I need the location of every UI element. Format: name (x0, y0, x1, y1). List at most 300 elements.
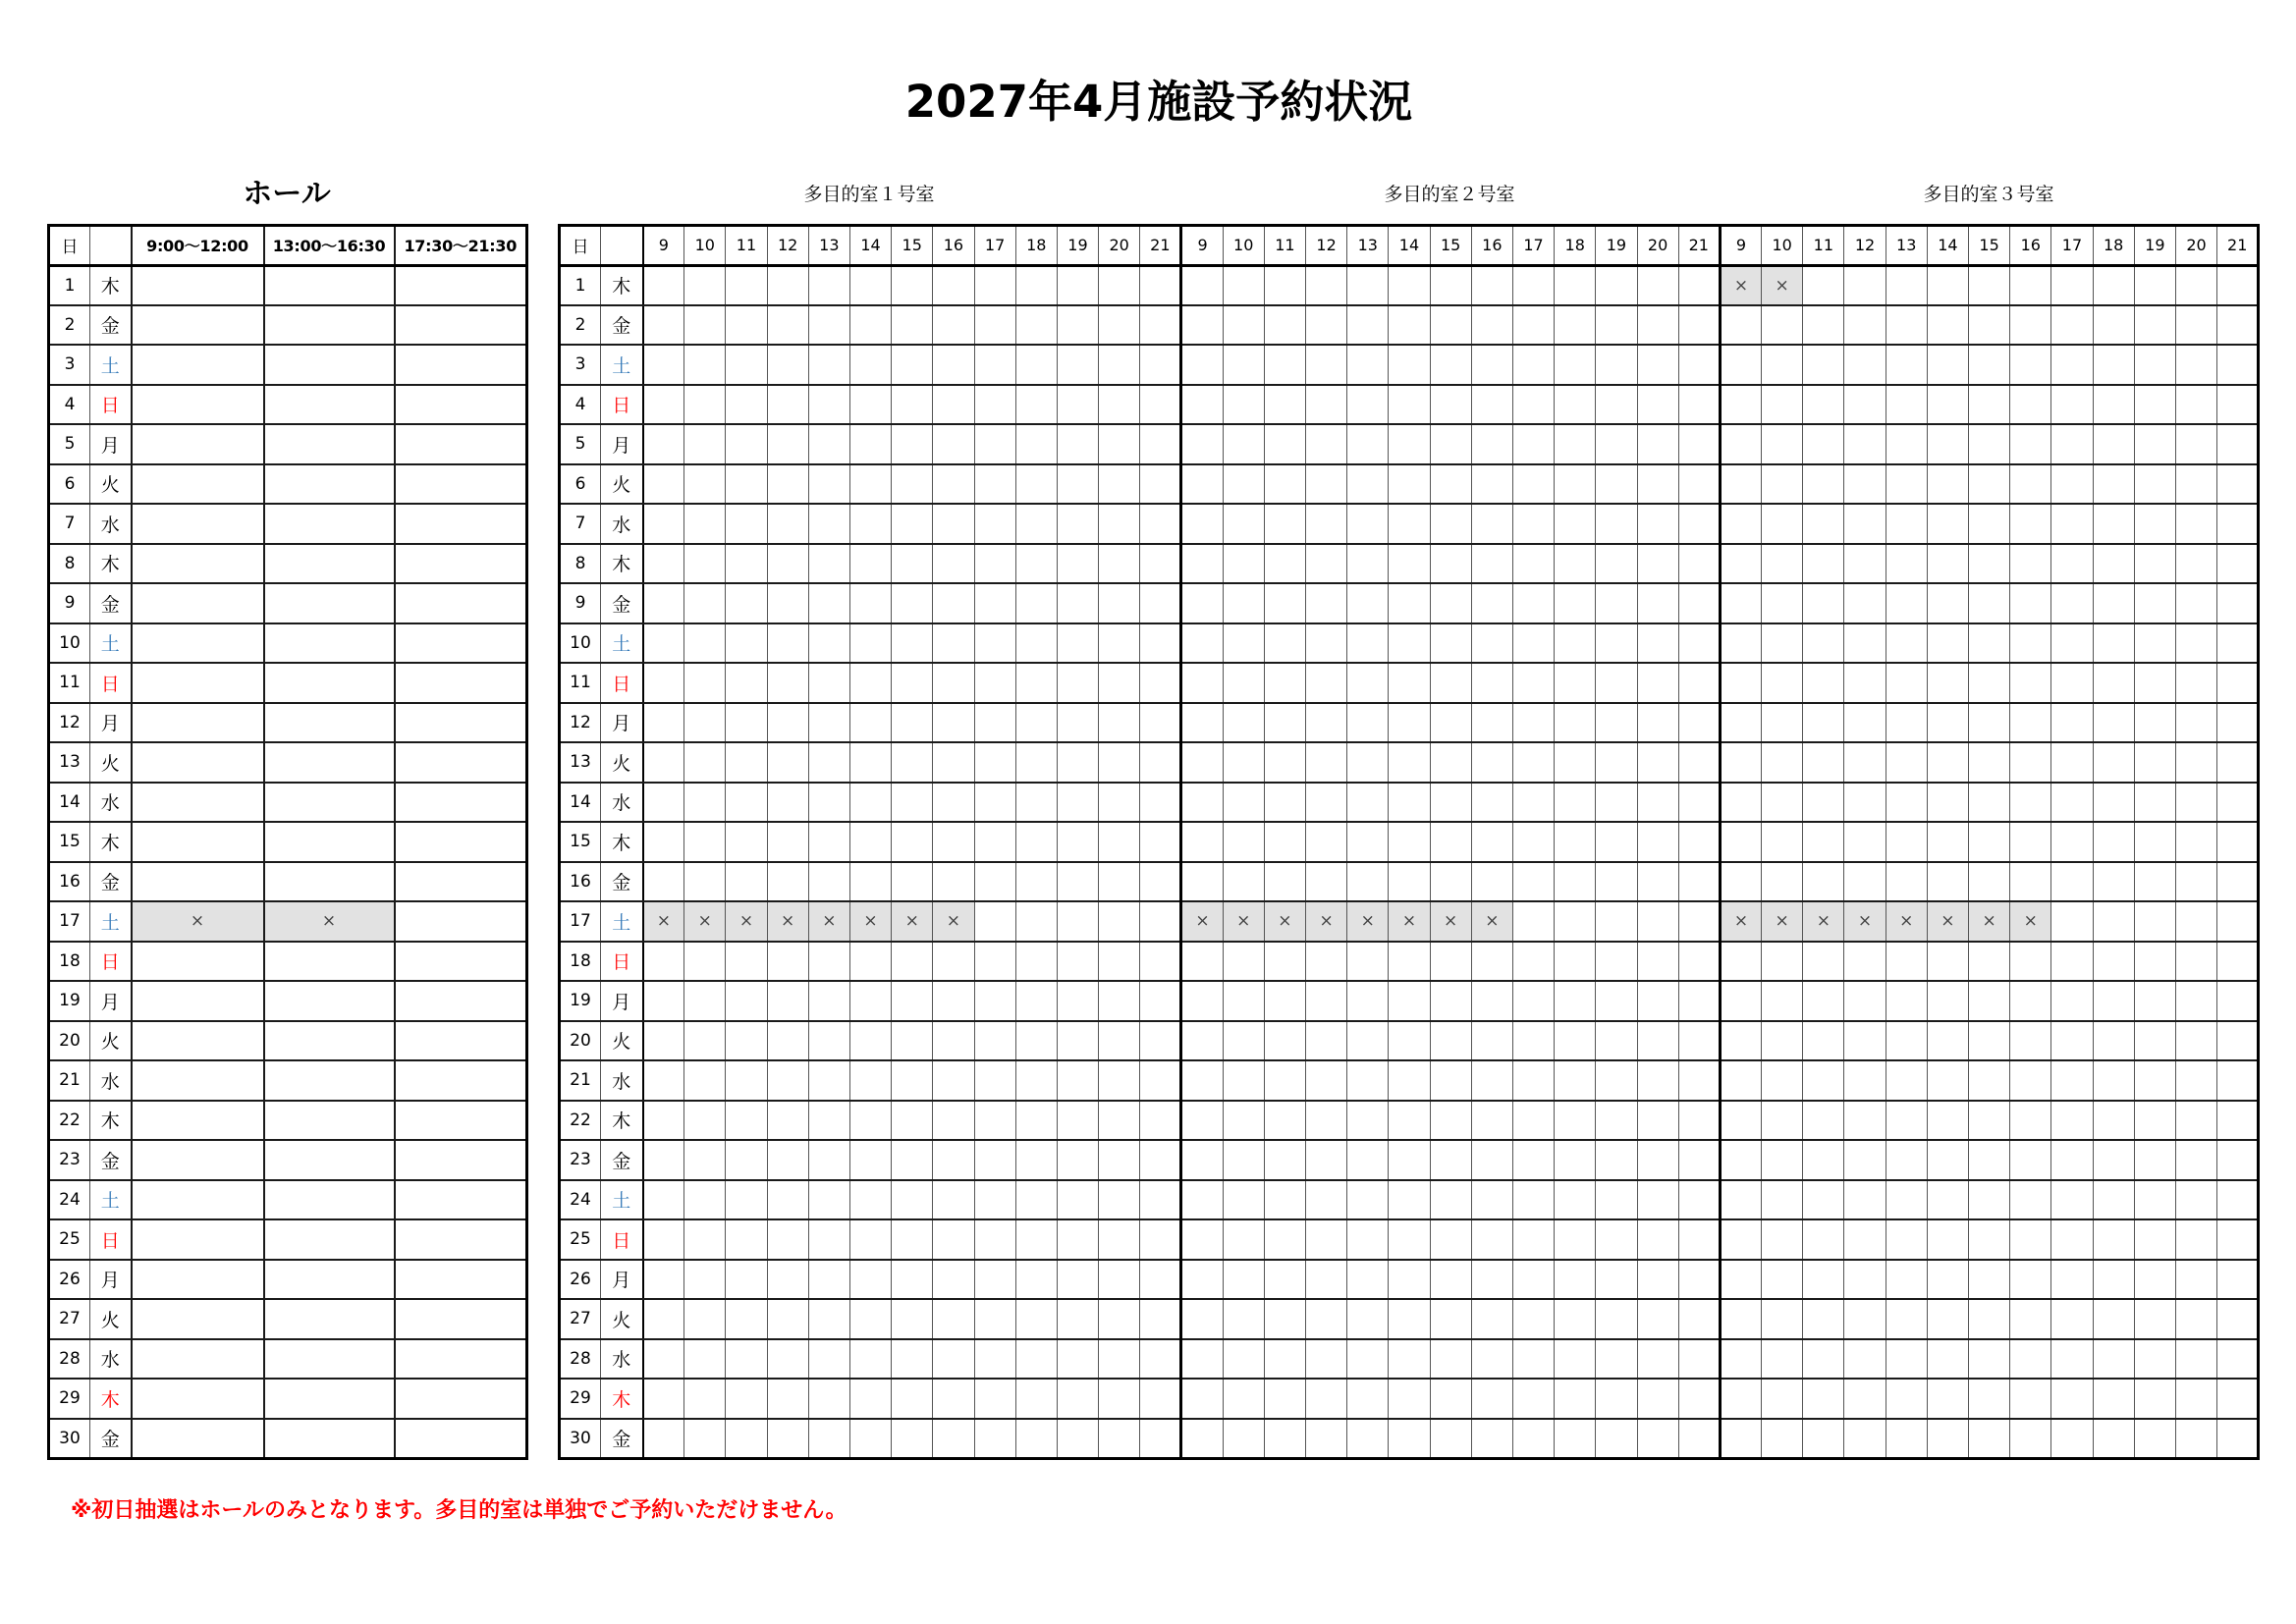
hour-cell (2051, 623, 2093, 664)
hour-cell (1803, 1219, 1844, 1260)
hour-cell (1512, 265, 1554, 305)
hour-cell (1264, 981, 1305, 1021)
hour-cell (1969, 1101, 2010, 1141)
hour-cell (2175, 742, 2216, 783)
hour-cell (1015, 1219, 1057, 1260)
hour-cell (1720, 345, 1761, 385)
hour-cell (1637, 1140, 1678, 1180)
hall-slot (132, 1219, 264, 1260)
hour-cell (849, 1140, 891, 1180)
hour-cell (2051, 583, 2093, 623)
hour-cell (2175, 504, 2216, 544)
hour-cell (1969, 663, 2010, 703)
hour-cell (1555, 942, 1596, 982)
hour-cell (1969, 862, 2010, 902)
room-day-row (560, 1060, 2259, 1101)
hour-cell (2093, 1101, 2134, 1141)
hour-cell (1389, 1180, 1430, 1220)
hour-cell (767, 1299, 808, 1339)
hour-cell (1927, 305, 1968, 346)
hour-cell (974, 1260, 1015, 1300)
room-day-row (560, 544, 2259, 584)
hour-cell (1015, 942, 1057, 982)
hour-cell (1927, 663, 1968, 703)
hall-slot (132, 1021, 264, 1061)
hour-cell (1181, 703, 1223, 743)
hour-cell (1015, 981, 1057, 1021)
hour-cell (1471, 1339, 1512, 1380)
hour-cell (1596, 742, 1637, 783)
hour-cell (1389, 742, 1430, 783)
hall-slot (264, 1379, 395, 1419)
hour-cell (1430, 583, 1471, 623)
hall-slot (132, 504, 264, 544)
day-number: 8 (49, 544, 90, 584)
hour-cell (1099, 305, 1140, 346)
hour-cell (2093, 385, 2134, 425)
hall-slot (395, 265, 527, 305)
day-number: 18 (560, 942, 601, 982)
hour-cell (1223, 822, 1264, 862)
hall-slot (132, 703, 264, 743)
hall-slot (132, 305, 264, 346)
hour-cell (1596, 1021, 1637, 1061)
hour-cell (1389, 1219, 1430, 1260)
hall-slot (395, 1260, 527, 1300)
hour-cell (2010, 1021, 2051, 1061)
hour-cell (2010, 464, 2051, 505)
hour-cell (2217, 1419, 2259, 1459)
hour-cell-booked: × (1181, 901, 1223, 942)
day-number: 13 (560, 742, 601, 783)
hour-cell (1140, 1060, 1181, 1101)
hour-cell (849, 1021, 891, 1061)
hall-header-slot-morning: 9:00～12:00 (132, 226, 264, 266)
hour-cell (2093, 1379, 2134, 1419)
hour-cell (1389, 345, 1430, 385)
hour-cell (1762, 424, 1803, 464)
hour-cell (808, 464, 849, 505)
hour-header: 21 (1678, 226, 1720, 266)
hour-cell (849, 1419, 891, 1459)
hour-cell (1927, 1060, 1968, 1101)
hour-cell (933, 544, 974, 584)
hour-cell (1389, 583, 1430, 623)
hour-cell (1969, 1339, 2010, 1380)
hour-cell (2010, 663, 2051, 703)
hour-cell (1969, 1180, 2010, 1220)
hour-cell (1347, 623, 1389, 664)
hour-cell (974, 1379, 1015, 1419)
hour-cell (767, 1419, 808, 1459)
hour-cell (2134, 1379, 2175, 1419)
hour-cell (1803, 862, 1844, 902)
hour-cell (1844, 1260, 1886, 1300)
hour-cell (1678, 583, 1720, 623)
hour-header: 14 (1927, 226, 1968, 266)
hour-cell (1347, 822, 1389, 862)
rooms-table (558, 224, 2260, 1460)
hour-cell (1389, 544, 1430, 584)
hour-cell (1015, 1101, 1057, 1141)
hall-slot (395, 822, 527, 862)
hour-cell (643, 822, 684, 862)
hour-cell (1678, 1260, 1720, 1300)
hour-cell (2134, 385, 2175, 425)
hall-table-body (49, 265, 527, 1458)
hour-cell (1555, 1021, 1596, 1061)
hall-slot (395, 1021, 527, 1061)
hour-cell (2134, 305, 2175, 346)
hour-cell-booked: × (1762, 901, 1803, 942)
room-day-row (560, 1180, 2259, 1220)
hour-cell (643, 1339, 684, 1380)
hour-cell (2093, 703, 2134, 743)
hour-cell (1430, 862, 1471, 902)
hour-cell (2010, 623, 2051, 664)
hour-cell (1223, 305, 1264, 346)
hour-cell (1720, 504, 1761, 544)
hour-cell (2051, 1339, 2093, 1380)
hour-cell (1927, 1101, 1968, 1141)
hour-cell (1347, 424, 1389, 464)
hour-cell (1347, 742, 1389, 783)
hour-cell (643, 942, 684, 982)
hour-cell (1430, 942, 1471, 982)
hour-cell (1927, 385, 1968, 425)
hour-cell (1886, 981, 1927, 1021)
hour-header: 16 (933, 226, 974, 266)
hour-cell (1430, 623, 1471, 664)
hour-cell (1678, 822, 1720, 862)
hour-cell (1181, 783, 1223, 823)
day-number: 7 (560, 504, 601, 544)
hour-cell (1430, 1021, 1471, 1061)
hour-cell (1555, 345, 1596, 385)
hour-cell (1057, 1021, 1098, 1061)
hour-cell (1306, 783, 1347, 823)
weekday: 水 (90, 504, 132, 544)
hour-header: 14 (849, 226, 891, 266)
hour-cell (2051, 305, 2093, 346)
hour-cell (1306, 663, 1347, 703)
hour-cell (1430, 544, 1471, 584)
hour-cell (726, 862, 767, 902)
hour-cell (1969, 1140, 2010, 1180)
hour-cell (643, 345, 684, 385)
hour-cell (1927, 1180, 1968, 1220)
hour-cell (1140, 663, 1181, 703)
hour-cell (2093, 265, 2134, 305)
hour-cell (643, 305, 684, 346)
hour-cell (1678, 783, 1720, 823)
hour-cell (1181, 1339, 1223, 1380)
day-number: 17 (560, 901, 601, 942)
hour-cell (808, 385, 849, 425)
hall-slot (395, 1419, 527, 1459)
hour-header: 11 (1803, 226, 1844, 266)
hour-cell (2134, 703, 2175, 743)
hour-cell (1306, 1419, 1347, 1459)
hall-day-row (49, 1021, 527, 1061)
hall-slot (132, 1260, 264, 1300)
hour-cell (1264, 583, 1305, 623)
hour-cell (1306, 1140, 1347, 1180)
hall-slot (395, 1101, 527, 1141)
hour-cell (2134, 901, 2175, 942)
hour-cell (1512, 1180, 1554, 1220)
hour-cell (1471, 1021, 1512, 1061)
weekday: 金 (90, 583, 132, 623)
hall-slot (264, 305, 395, 346)
hour-cell (1471, 663, 1512, 703)
hour-cell (684, 623, 726, 664)
hour-cell (2217, 942, 2259, 982)
hour-cell (1720, 385, 1761, 425)
hour-cell (1886, 305, 1927, 346)
hour-cell (2093, 981, 2134, 1021)
hour-cell (1762, 742, 1803, 783)
hour-cell (1844, 783, 1886, 823)
hall-slot (132, 862, 264, 902)
hour-cell (892, 1219, 933, 1260)
room-day-row (560, 663, 2259, 703)
hour-cell (892, 1419, 933, 1459)
hour-cell (2217, 504, 2259, 544)
hall-slot (132, 583, 264, 623)
hall-slot (395, 504, 527, 544)
hour-cell (726, 1219, 767, 1260)
hour-cell (1927, 583, 1968, 623)
hour-cell (1512, 464, 1554, 505)
day-number: 5 (49, 424, 90, 464)
hour-cell (1886, 1140, 1927, 1180)
hour-cell (1720, 1060, 1761, 1101)
hour-cell (1720, 1260, 1761, 1300)
hall-slot (264, 345, 395, 385)
hour-cell (933, 385, 974, 425)
hour-cell (767, 345, 808, 385)
hour-cell (849, 981, 891, 1021)
hour-cell-booked: × (1347, 901, 1389, 942)
hour-cell (1015, 1140, 1057, 1180)
hour-header: 13 (808, 226, 849, 266)
hour-cell (726, 1021, 767, 1061)
hour-cell (1140, 1219, 1181, 1260)
hour-cell (1099, 1339, 1140, 1380)
hall-slot (132, 623, 264, 664)
hour-cell (1886, 1339, 1927, 1380)
weekday: 月 (90, 981, 132, 1021)
hour-cell (1306, 862, 1347, 902)
hour-cell (1057, 583, 1098, 623)
hour-cell-booked: × (1264, 901, 1305, 942)
hour-cell (1596, 942, 1637, 982)
hour-cell (2217, 981, 2259, 1021)
hour-cell (1347, 1180, 1389, 1220)
hour-cell (2093, 1219, 2134, 1260)
hour-cell (2093, 1060, 2134, 1101)
hour-cell (1389, 783, 1430, 823)
weekday: 木 (90, 265, 132, 305)
hour-cell (2217, 1219, 2259, 1260)
hour-cell (1140, 742, 1181, 783)
hour-cell (1389, 703, 1430, 743)
hour-cell (1886, 1101, 1927, 1141)
hour-cell (1512, 663, 1554, 703)
hour-cell (2175, 862, 2216, 902)
hour-cell (1637, 981, 1678, 1021)
weekday: 日 (601, 942, 643, 982)
hour-cell (1886, 1379, 1927, 1419)
day-number: 10 (49, 623, 90, 664)
day-number: 8 (560, 544, 601, 584)
hour-cell (1969, 265, 2010, 305)
hour-cell (1099, 822, 1140, 862)
weekday: 金 (601, 862, 643, 902)
day-number: 11 (560, 663, 601, 703)
hour-cell (1512, 783, 1554, 823)
hall-day-row (49, 623, 527, 664)
hall-header-slot-evening: 17:30～21:30 (395, 226, 527, 266)
hour-cell (1471, 424, 1512, 464)
hall-slot (132, 742, 264, 783)
day-number: 3 (49, 345, 90, 385)
hour-cell (2217, 822, 2259, 862)
hour-cell (1596, 583, 1637, 623)
hour-cell (643, 1180, 684, 1220)
hour-cell (1678, 1339, 1720, 1380)
hour-cell (974, 265, 1015, 305)
hour-cell (933, 703, 974, 743)
hour-cell (1389, 424, 1430, 464)
hour-cell (933, 305, 974, 346)
hour-cell (1803, 385, 1844, 425)
hour-cell (684, 424, 726, 464)
hour-cell (1181, 1140, 1223, 1180)
weekday: 火 (90, 1299, 132, 1339)
hour-cell (1264, 663, 1305, 703)
hour-cell (1762, 1260, 1803, 1300)
hour-cell (1099, 1101, 1140, 1141)
hour-cell (1512, 1419, 1554, 1459)
hour-cell (2175, 385, 2216, 425)
hall-slot (132, 385, 264, 425)
hall-slot (264, 783, 395, 823)
hour-cell (1140, 703, 1181, 743)
hour-cell (1430, 742, 1471, 783)
hour-cell (1927, 1419, 1968, 1459)
hour-cell (726, 981, 767, 1021)
hour-cell (684, 981, 726, 1021)
hour-cell (767, 1101, 808, 1141)
hour-cell (1264, 742, 1305, 783)
hour-cell (933, 1060, 974, 1101)
hour-cell (2010, 1180, 2051, 1220)
hall-header-day: 日 (49, 226, 90, 266)
hour-cell (1264, 1260, 1305, 1300)
hour-cell (1015, 1299, 1057, 1339)
hour-cell (2217, 1140, 2259, 1180)
hour-cell (1057, 1219, 1098, 1260)
hour-cell (1927, 1260, 1968, 1300)
hour-cell (2134, 1299, 2175, 1339)
hour-cell (2134, 783, 2175, 823)
hour-cell (2051, 783, 2093, 823)
hall-day-row (49, 663, 527, 703)
hall-day-row (49, 305, 527, 346)
hour-cell (1347, 1101, 1389, 1141)
hall-slot (264, 942, 395, 982)
hour-cell (1264, 1299, 1305, 1339)
hour-cell (1099, 742, 1140, 783)
hour-cell (1803, 1021, 1844, 1061)
hour-cell (1140, 1299, 1181, 1339)
hour-cell (2134, 1060, 2175, 1101)
hour-cell (2175, 703, 2216, 743)
hour-cell (1306, 305, 1347, 346)
hour-cell (1347, 663, 1389, 703)
hour-cell (684, 742, 726, 783)
day-number: 26 (560, 1260, 601, 1300)
hour-cell (1471, 1180, 1512, 1220)
hour-cell (808, 424, 849, 464)
hour-header: 15 (1430, 226, 1471, 266)
hour-cell (1057, 1299, 1098, 1339)
day-number: 22 (49, 1101, 90, 1141)
hour-cell (1057, 783, 1098, 823)
day-number: 28 (49, 1339, 90, 1380)
hour-cell (1844, 862, 1886, 902)
room-day-row (560, 345, 2259, 385)
hour-cell (1223, 942, 1264, 982)
hour-cell (1927, 783, 1968, 823)
hour-cell (1844, 265, 1886, 305)
hall-slot (132, 345, 264, 385)
hour-cell (1512, 981, 1554, 1021)
room-day-row (560, 1219, 2259, 1260)
hour-cell (1223, 1060, 1264, 1101)
hour-cell (1430, 1419, 1471, 1459)
hour-cell (1803, 942, 1844, 982)
hour-cell (1969, 385, 2010, 425)
hour-cell (1430, 1379, 1471, 1419)
hour-cell (1181, 1060, 1223, 1101)
hour-cell (726, 464, 767, 505)
hour-cell (684, 583, 726, 623)
hour-cell (684, 1101, 726, 1141)
day-number: 9 (560, 583, 601, 623)
hour-cell (2010, 305, 2051, 346)
hour-cell (849, 783, 891, 823)
hour-cell (1596, 1260, 1637, 1300)
hour-cell (1306, 1219, 1347, 1260)
hour-cell (1223, 862, 1264, 902)
hour-header: 9 (1181, 226, 1223, 266)
hour-cell (1015, 703, 1057, 743)
hour-cell (684, 862, 726, 902)
hour-cell (2093, 1419, 2134, 1459)
hour-cell (1015, 504, 1057, 544)
hour-cell (1555, 583, 1596, 623)
hour-cell (1347, 1219, 1389, 1260)
hour-cell (1555, 901, 1596, 942)
hour-cell (1015, 305, 1057, 346)
hall-slot (395, 623, 527, 664)
hour-cell (1306, 1101, 1347, 1141)
hour-cell (1720, 663, 1761, 703)
hour-cell (726, 424, 767, 464)
